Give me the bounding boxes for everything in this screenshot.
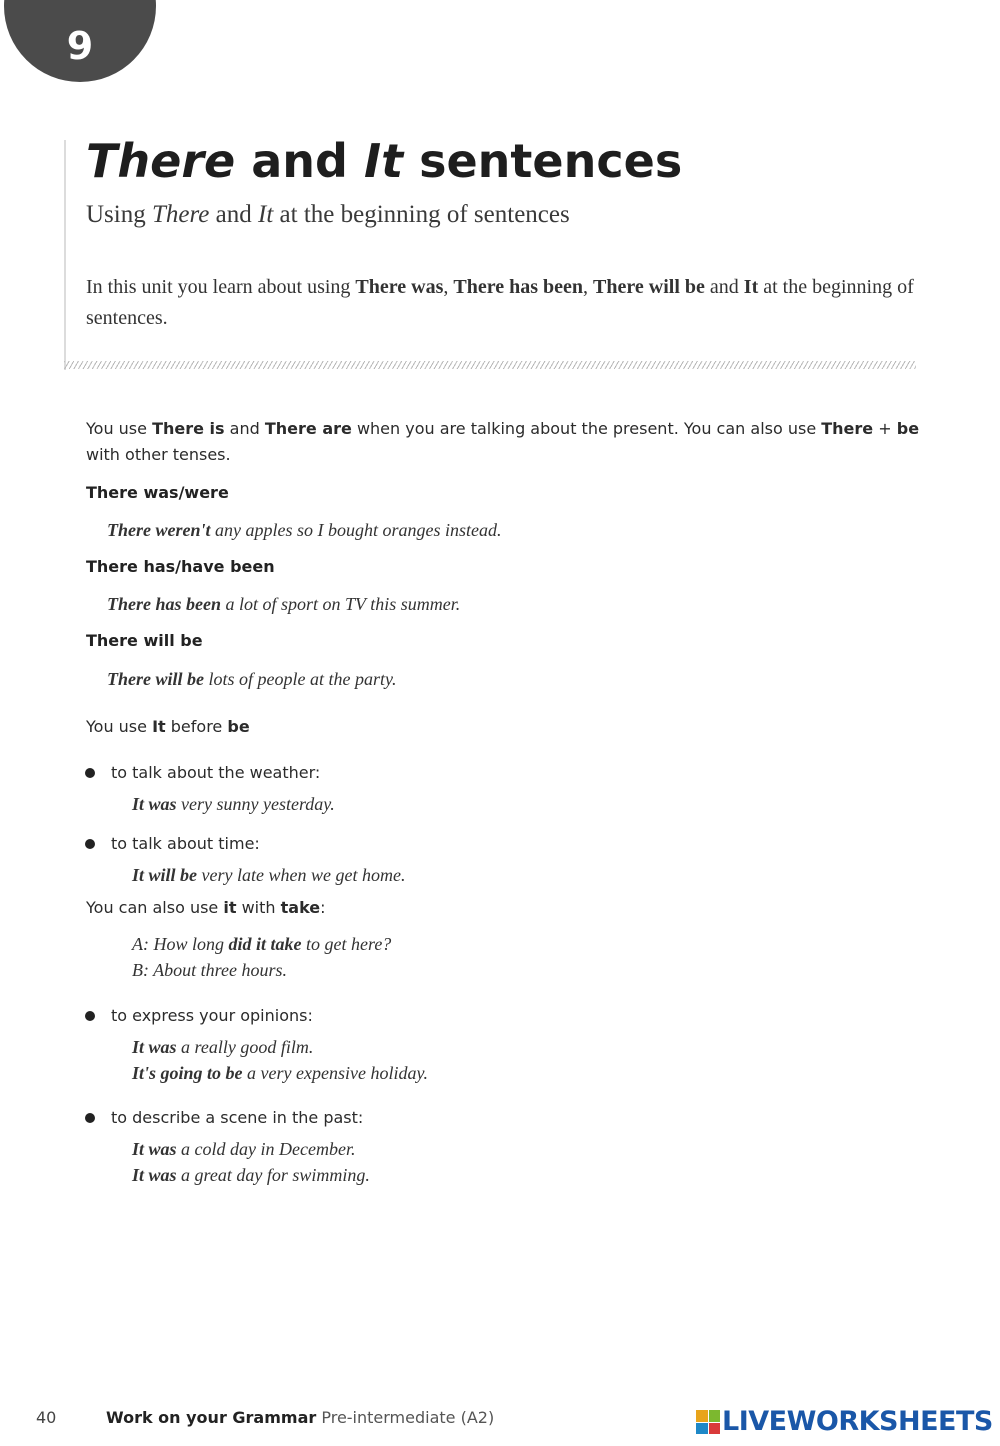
example-rest: very late when we get home. (197, 865, 406, 885)
body-term: it (223, 898, 237, 917)
example-rest: a really good film. (176, 1037, 314, 1057)
intro-text: , (443, 276, 454, 298)
body-text: with (236, 898, 281, 917)
liveworksheets-logo-icon (696, 1410, 720, 1434)
example-sentence (132, 1034, 313, 1060)
title-and: and (235, 134, 364, 188)
intro-text: and (704, 276, 744, 298)
title-there: There (86, 134, 236, 188)
it-intro-line (86, 714, 926, 740)
bullet-scene-text: to describe a scene in the past: (111, 1108, 364, 1127)
example-sentence (132, 1136, 355, 1162)
title-it: It (363, 134, 404, 188)
dialogue-text: to get here? (301, 934, 392, 954)
subtitle-text: at the beginning of sentences (273, 201, 570, 228)
body-text: with other tenses. (86, 445, 231, 464)
section-heading: There has/have been (86, 557, 275, 576)
intro-text: , (583, 276, 594, 298)
example-rest: a lot of sport on TV this summer. (221, 594, 461, 614)
example-key: There has been (107, 594, 221, 614)
body-term: There (821, 419, 874, 438)
example-sentence (107, 517, 501, 543)
body-text: + (873, 419, 897, 438)
example-key: There weren't (107, 520, 211, 540)
logo-tile (696, 1423, 708, 1435)
example-rest: a cold day in December. (176, 1139, 356, 1159)
example-rest: lots of people at the party. (204, 669, 397, 689)
side-rule (64, 140, 66, 370)
page-number: 40 (36, 1408, 57, 1427)
example-key: It was (132, 794, 177, 814)
body-term: There are (264, 419, 352, 438)
body-text: You use (86, 419, 153, 438)
take-line (86, 895, 926, 921)
body-text: and (224, 419, 265, 438)
example-rest: very sunny yesterday. (176, 794, 335, 814)
body-term: be (227, 717, 250, 736)
example-key: It's going to be (132, 1063, 243, 1083)
page-title (86, 128, 682, 194)
logo-tile (696, 1410, 708, 1422)
dialogue-line-b: B: About three hours. (132, 960, 287, 980)
dialogue-key: did it take (228, 934, 302, 954)
section-heading: There will be (86, 631, 203, 650)
bullet-time-text: to talk about time: (111, 834, 260, 853)
intro-term: There will be (593, 276, 705, 298)
unit-number: 9 (66, 24, 94, 68)
bullet-weather-text: to talk about the weather: (111, 763, 321, 782)
bullet-opinion-text: to express your opinions: (111, 1006, 313, 1025)
example-key: It was (132, 1037, 177, 1057)
hatched-divider (64, 361, 916, 369)
bullet-dot (85, 839, 95, 849)
body-term: There is (152, 419, 225, 438)
dialogue-line-a (132, 931, 391, 957)
example-key: It was (132, 1165, 177, 1185)
intro-text: at the beginning of sentences. (86, 276, 914, 329)
example-rest: a great day for swimming. (176, 1165, 370, 1185)
body-term: take (280, 898, 321, 917)
body-text: You can also use (86, 898, 224, 917)
body-text: You use (86, 717, 153, 736)
example-rest: any apples so I bought oranges instead. (210, 520, 502, 540)
example-key: There will be (107, 669, 204, 689)
example-sentence (132, 862, 405, 888)
section-heading: There was/were (86, 483, 229, 502)
body-text: before (165, 717, 228, 736)
example-sentence (107, 666, 396, 692)
bullet-dot (85, 1113, 95, 1123)
book-title-footer (106, 1405, 494, 1431)
intro-text: In this unit you learn about using (86, 276, 356, 298)
bullet-dot (85, 1011, 95, 1021)
subtitle-there: There (151, 201, 210, 228)
body-text: when you are talking about the present. You can also use (351, 419, 822, 438)
body-text: : (320, 898, 326, 917)
intro-term: There has been (453, 276, 584, 298)
body-term: be (896, 419, 920, 438)
example-key: It was (132, 1139, 177, 1159)
logo-tile (709, 1410, 721, 1422)
bullet-dot (85, 768, 95, 778)
dialogue-text: A: How long (132, 934, 229, 954)
intro-term: It (743, 276, 759, 298)
body-term: It (152, 717, 166, 736)
example-sentence (132, 791, 335, 817)
example-rest: a very expensive holiday. (242, 1063, 428, 1083)
page-subtitle (86, 198, 570, 232)
book-level: Pre-intermediate (A2) (321, 1408, 495, 1427)
subtitle-text: Using (86, 201, 152, 228)
subtitle-text: and (209, 201, 258, 228)
example-sentence (132, 1060, 428, 1086)
example-key: It will be (132, 865, 198, 885)
title-rest: sentences (403, 134, 683, 188)
example-sentence (107, 591, 460, 617)
intro-term: There was (355, 276, 444, 298)
liveworksheets-brand-link[interactable]: LIVEWORKSHEETS (722, 1406, 993, 1437)
subtitle-it: It (258, 201, 274, 228)
there-intro-paragraph (86, 416, 926, 468)
example-sentence (132, 1162, 370, 1188)
book-title: Work on your Grammar (106, 1408, 317, 1427)
intro-paragraph (86, 272, 916, 334)
logo-tile (709, 1423, 721, 1435)
